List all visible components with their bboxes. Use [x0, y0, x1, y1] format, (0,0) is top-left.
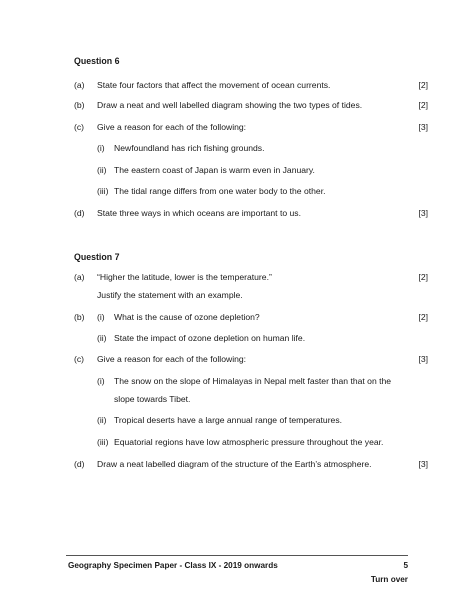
- q7-d-label: (d): [74, 459, 85, 469]
- q6-c-iii-label: (iii): [97, 186, 109, 196]
- q7-b-ii-text: State the impact of ozone depletion on human life.: [114, 333, 306, 343]
- q7-a-text: “Higher the latitude, lower is the temperature.”: [97, 272, 272, 282]
- q6-d-marks: [3]: [418, 208, 428, 218]
- q6-c-i-label: (i): [97, 143, 105, 153]
- q7-b-label: (b): [74, 312, 85, 322]
- q7-c-iii-label: (iii): [97, 437, 109, 447]
- q7-b-marks: [2]: [418, 312, 428, 322]
- footer-divider: [66, 555, 408, 556]
- q7-c-i-text: The snow on the slope of Himalayas in Nepal melt faster than that on the: [114, 376, 392, 386]
- q6-c-text: Give a reason for each of the following:: [97, 122, 247, 132]
- q6-b-text: Draw a neat and well labelled diagram showing the two types of tides.: [97, 100, 363, 110]
- turn-over: Turn over: [370, 575, 408, 584]
- q6-c-ii-label: (ii): [97, 165, 107, 175]
- q6-b-label: (b): [74, 100, 85, 110]
- q6-c-label: (c): [74, 122, 85, 132]
- q7-a-text-line2: Justify the statement with an example.: [97, 290, 243, 300]
- q7-c-label: (c): [74, 354, 85, 364]
- q7-a-marks: [2]: [418, 272, 428, 282]
- q7-c-ii-text: Tropical deserts have a large annual range of temperatures.: [114, 415, 343, 425]
- q6-b-marks: [2]: [418, 100, 428, 110]
- q7-b-ii-label: (ii): [97, 333, 107, 343]
- q7-c-iii-text: Equatorial regions have low atmospheric pressure throughout the year.: [114, 437, 384, 447]
- q6-a-marks: [2]: [418, 80, 428, 90]
- q6-d-text: State three ways in which oceans are important to us.: [97, 208, 301, 218]
- q7-c-marks: [3]: [418, 354, 428, 364]
- question-6-heading: Question 6: [74, 56, 120, 66]
- q6-d-label: (d): [74, 208, 85, 218]
- footer-title: Geography Specimen Paper - Class IX - 2019 onwards: [68, 561, 278, 570]
- q7-b-i-text: What is the cause of ozone depletion?: [114, 312, 260, 322]
- q6-c-ii-text: The eastern coast of Japan is warm even in January.: [114, 165, 315, 175]
- q7-c-ii-label: (ii): [97, 415, 107, 425]
- page-number: 5: [403, 561, 408, 570]
- q7-d-text: Draw a neat labelled diagram of the structure of the Earth’s atmosphere.: [97, 459, 372, 469]
- q6-a-label: (a): [74, 80, 85, 90]
- q6-c-i-text: Newfoundland has rich fishing grounds.: [114, 143, 265, 153]
- question-7-heading: Question 7: [74, 252, 120, 262]
- q7-d-marks: [3]: [418, 459, 428, 469]
- q6-c-iii-text: The tidal range differs from one water body to the other.: [114, 186, 326, 196]
- q7-b-i-label: (i): [97, 312, 105, 322]
- q7-c-i-text-line2: slope towards Tibet.: [114, 394, 191, 404]
- q7-c-text: Give a reason for each of the following:: [97, 354, 247, 364]
- q6-a-text: State four factors that affect the movement of ocean currents.: [97, 80, 331, 90]
- q7-c-i-label: (i): [97, 376, 105, 386]
- q7-a-label: (a): [74, 272, 85, 282]
- q6-c-marks: [3]: [418, 122, 428, 132]
